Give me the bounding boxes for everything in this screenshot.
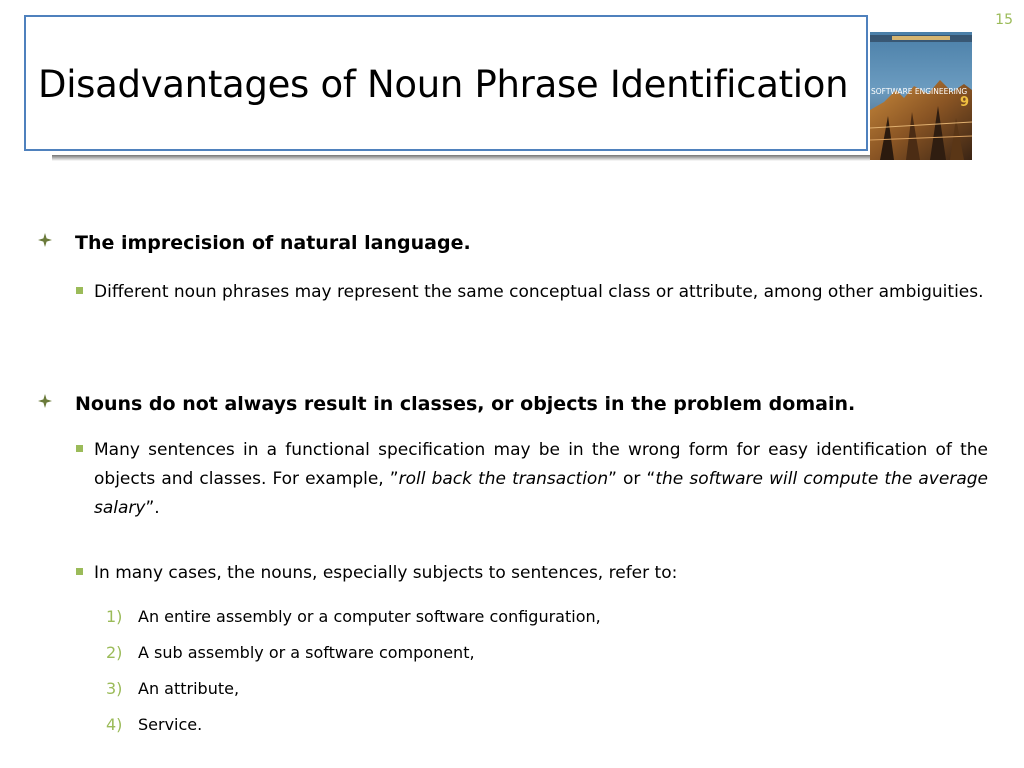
- item-number: 2): [106, 643, 123, 662]
- item-text: An attribute,: [138, 679, 240, 698]
- slide-title: Disadvantages of Noun Phrase Identification: [38, 63, 849, 106]
- slide-number: 15: [995, 12, 1013, 28]
- four-point-star-icon: [38, 394, 52, 408]
- sub-bullet-noun-phrases: [76, 278, 988, 307]
- item-text: An entire assembly or a computer software configuration,: [138, 607, 601, 626]
- sub-bullet-sentences: [76, 436, 988, 523]
- bullet-text: The imprecision of natural language.: [75, 232, 471, 254]
- example-roll-back: roll back the transaction: [398, 469, 609, 489]
- square-bullet-icon: [76, 568, 83, 575]
- book-cover-edition: 9: [960, 95, 970, 110]
- item-text: Service.: [138, 715, 203, 734]
- square-bullet-icon: [76, 445, 83, 452]
- item-number: 3): [106, 679, 123, 698]
- sentence-suffix: ”.: [145, 498, 160, 518]
- book-cover-title: SOFTWARE ENGINEERING: [871, 87, 968, 96]
- item-number: 1): [106, 607, 123, 626]
- sub-bullet-text: [94, 436, 988, 523]
- square-bullet-icon: [76, 287, 83, 294]
- sentence-prefix: Many sentences in a functional specification may be in the wrong form for easy identification of the objects and classes. For example, ”: [94, 440, 988, 489]
- four-point-star-icon: [38, 233, 52, 247]
- sub-bullet-many-cases: [76, 559, 988, 588]
- bullet-text: Nouns do not always result in classes, or objects in the problem domain.: [75, 393, 856, 415]
- sub-bullet-text: In many cases, the nouns, especially subjects to sentences, refer to:: [94, 563, 678, 583]
- item-text: A sub assembly or a software component,: [138, 643, 475, 662]
- sentence-between: ” or “: [608, 469, 656, 489]
- example-compute-salary: the software will compute the average salary: [94, 469, 988, 518]
- sub-bullet-text: Different noun phrases may represent the same conceptual class or attribute, among other ambiguities.: [94, 282, 984, 302]
- item-number: 4): [106, 715, 123, 734]
